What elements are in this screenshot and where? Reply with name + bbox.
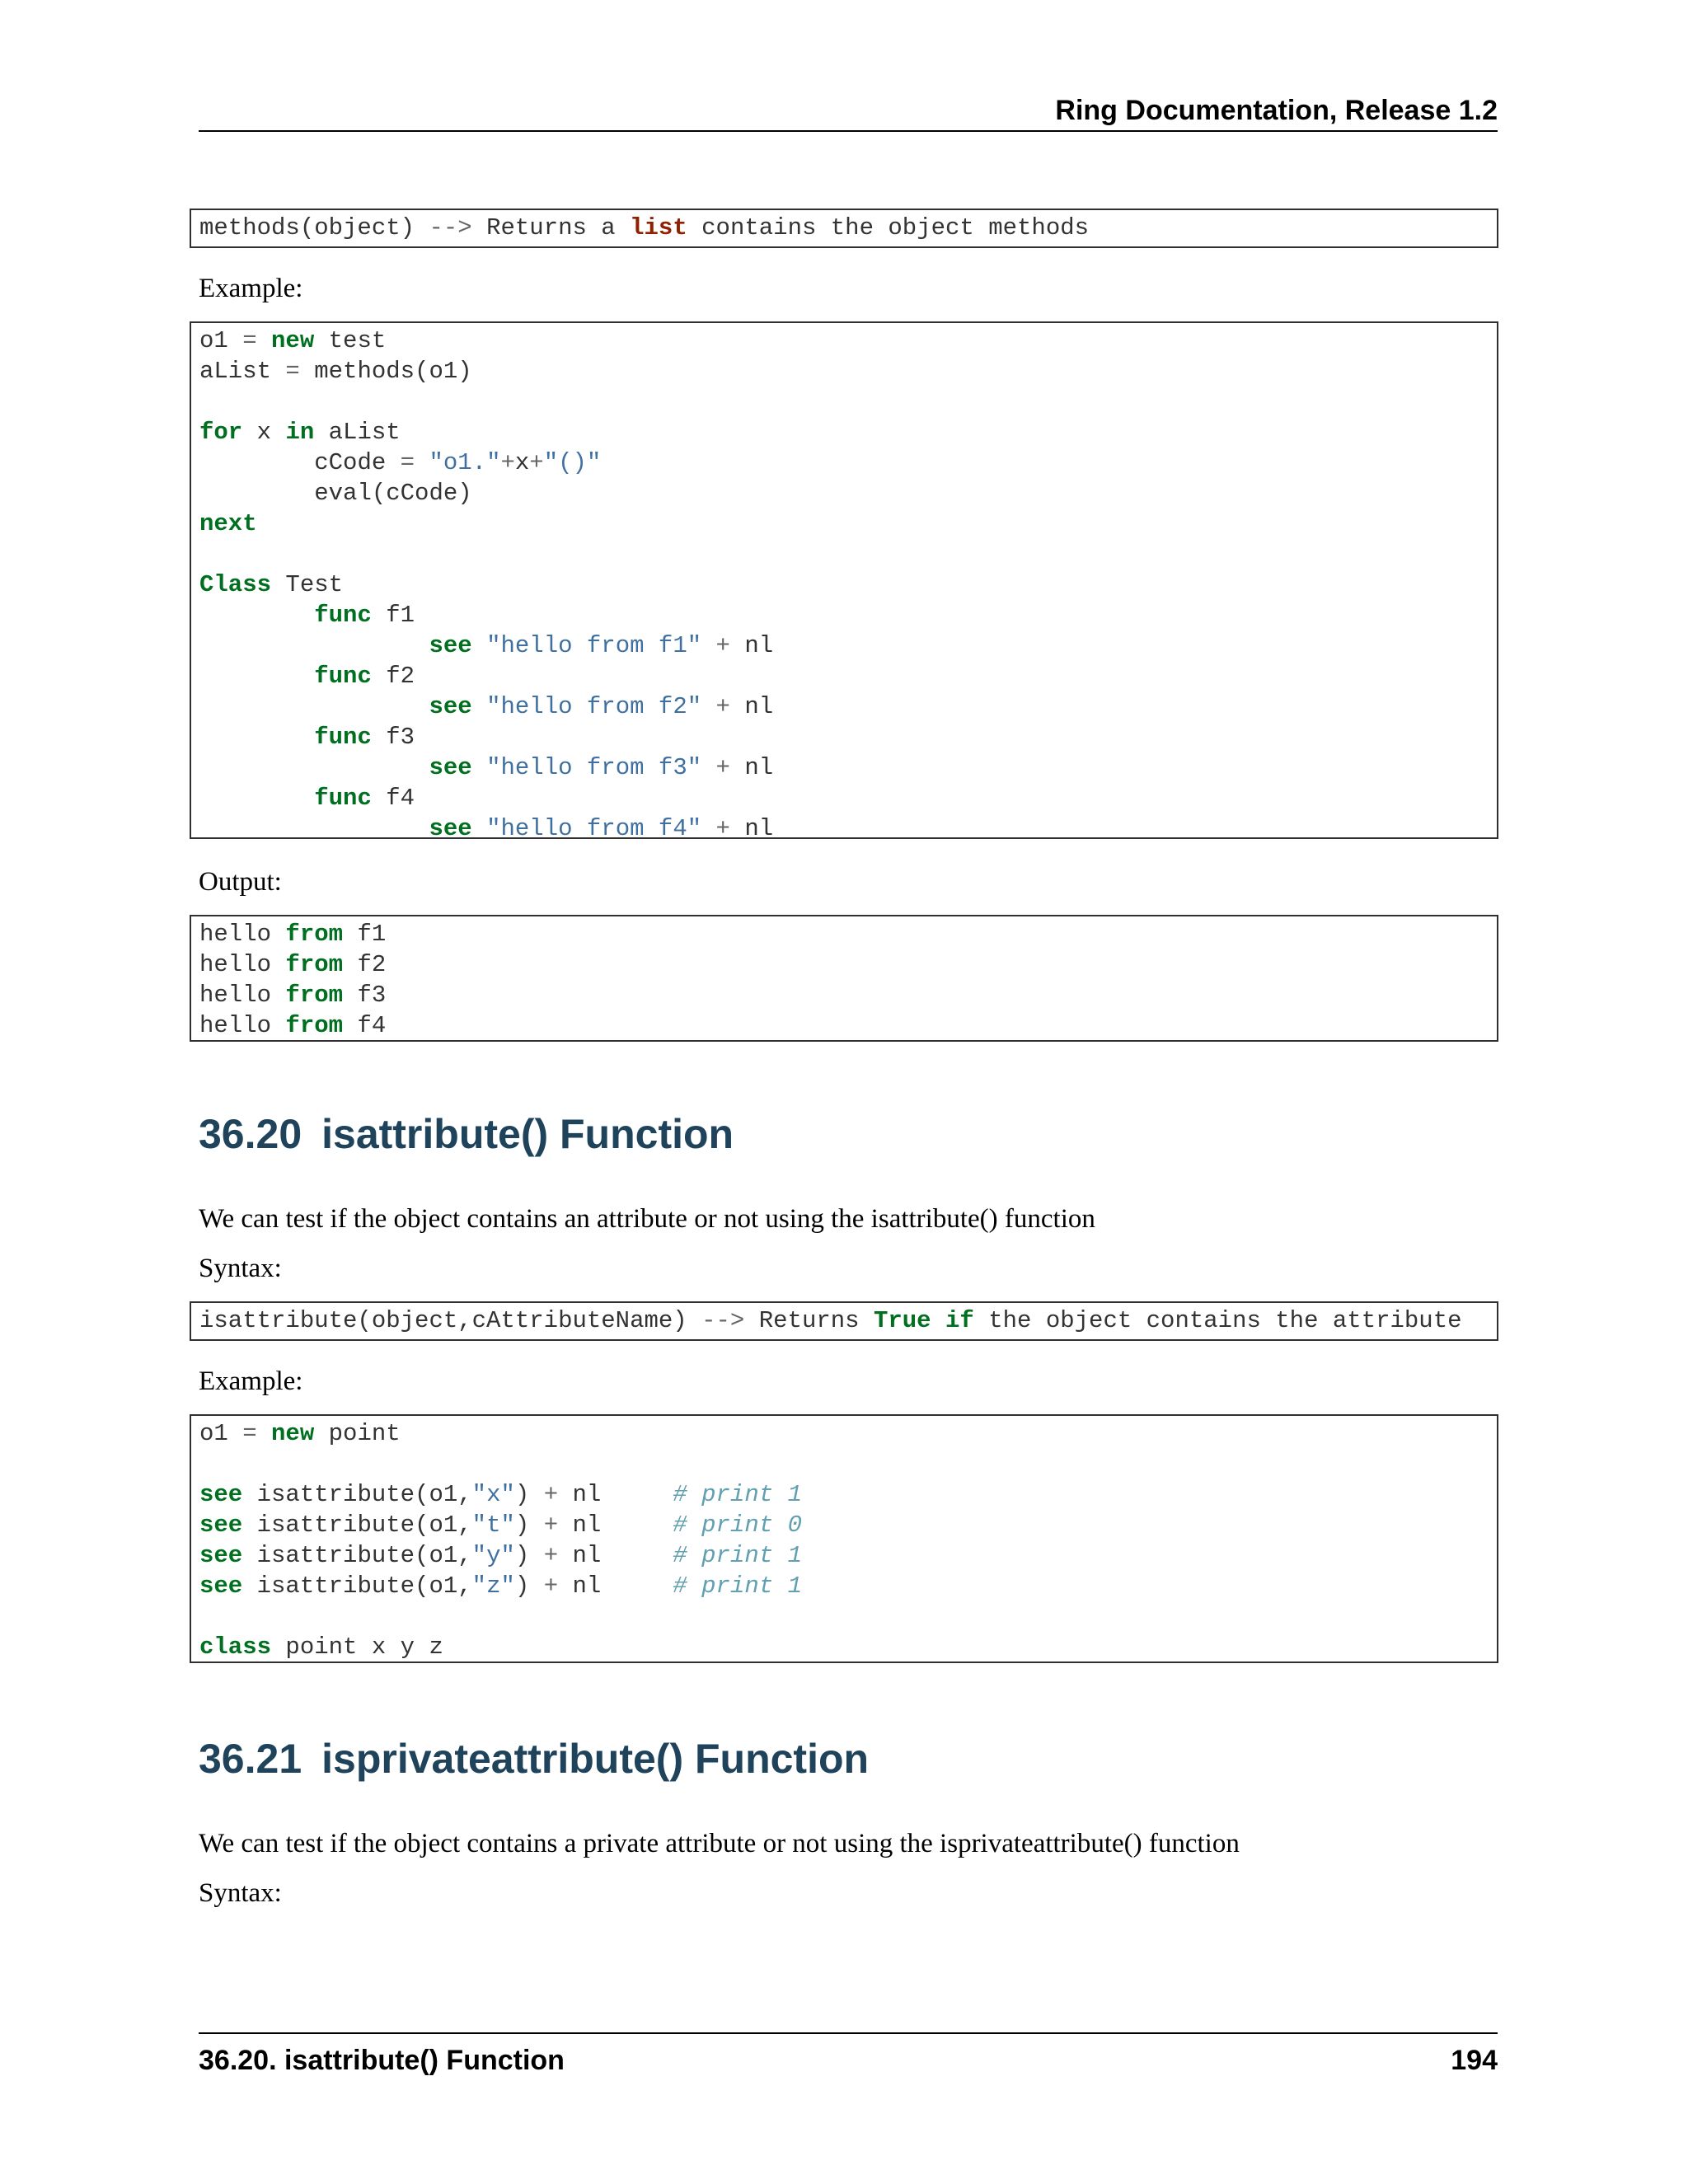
footer-rule [199, 2032, 1498, 2034]
example-label: Example: [199, 274, 303, 303]
page-number: 194 [1451, 2045, 1498, 2076]
section-number: 36.20 [199, 1111, 302, 1157]
methods-syntax-block: methods(object) --> Returns a list contains the object methods [190, 209, 1498, 248]
output-label: Output: [199, 867, 282, 897]
section-heading-isprivateattribute [199, 1734, 869, 1783]
section-title-text: isattribute() Function [321, 1111, 734, 1157]
isprivateattribute-description: We can test if the object contains a private attribute or not using the isprivateattribute() function [199, 1829, 1240, 1858]
running-header: Ring Documentation, Release 1.2 [1055, 95, 1498, 126]
footer-section-title: 36.20. isattribute() Function [199, 2045, 565, 2076]
section-title-text-2: isprivateattribute() Function [321, 1736, 870, 1782]
isattribute-description: We can test if the object contains an attribute or not using the isattribute() function [199, 1204, 1095, 1234]
header-rule [199, 130, 1498, 132]
methods-output-block: hello from f1 hello from f2 hello from f3 hello from f4 [190, 915, 1498, 1042]
isattribute-syntax-block: isattribute(object,cAttributeName) --> Returns True if the object contains the attribute [190, 1301, 1498, 1341]
methods-example-code: o1 = new test aList = methods(o1) for x in aList cCode = "o1."+x+"()" eval(cCode) next Class Test func f1 see "hello from f1" + nl func f2 see "hello from f2" + nl func f3 see "hello from f3" + nl func f4 see "hello from f4" + nl [190, 321, 1498, 839]
syntax-label-2: Syntax: [199, 1878, 282, 1908]
example-label-2: Example: [199, 1366, 303, 1396]
section-heading-isattribute [199, 1109, 734, 1159]
syntax-label: Syntax: [199, 1254, 282, 1283]
isattribute-example-code: o1 = new point see isattribute(o1,"x") + nl # print 1 see isattribute(o1,"t") + nl # print 0 see isattribute(o1,"y") + nl # print 1 see isattribute(o1,"z") + nl # print 1 class point x y z [190, 1414, 1498, 1663]
section-number-2: 36.21 [199, 1736, 302, 1782]
